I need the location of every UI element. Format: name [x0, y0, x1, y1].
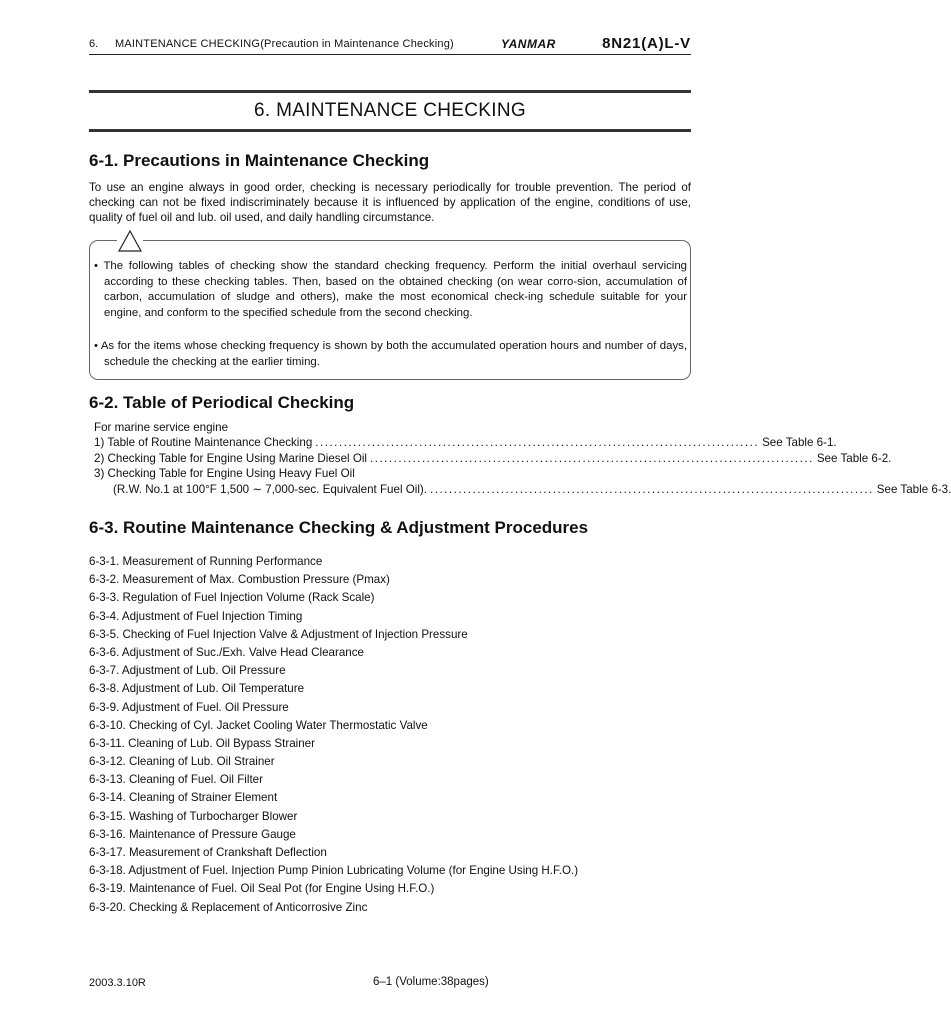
- list-item: 6-3-10. Checking of Cyl. Jacket Cooling Water Thermostatic Valve: [89, 718, 428, 732]
- table-reference-text: 2) Checking Table for Engine Using Marine Diesel Oil: [94, 452, 368, 465]
- section-6-3-heading: 6-3. Routine Maintenance Checking & Adjustment Procedures: [89, 518, 589, 537]
- leader-dots: ..............................................................................................: [315, 436, 760, 449]
- procedure-list: [89, 553, 578, 917]
- table-reference-text: 1) Table of Routine Maintenance Checking: [94, 436, 313, 449]
- running-header: [89, 36, 691, 55]
- list-item: 6-3-16. Maintenance of Pressure Gauge: [89, 827, 296, 841]
- list-item: 6-3-7. Adjustment of Lub. Oil Pressure: [89, 664, 286, 678]
- header-section-name: MAINTENANCE CHECKING: [115, 38, 261, 50]
- list-item: 6-3-17. Measurement of Crankshaft Deflection: [89, 846, 327, 859]
- chapter-title-bar: [89, 90, 691, 132]
- list-item: 6-3-1. Measurement of Running Performance: [89, 555, 323, 568]
- list-item: 6-3-2. Measurement of Max. Combustion Pressure (Pmax): [89, 573, 390, 587]
- list-item: 6-3-14. Cleaning of Strainer Element: [89, 791, 278, 805]
- table-reference-line: [113, 482, 951, 497]
- section-6-1-intro: To use an engine always in good order, checking is necessary periodically for trouble prevention. The period of checking can not be fixed indiscriminately because it is influenced by application of the engine, conditions of use, quality of fuel oil and lub. oil used, and daily handling circumstance.: [89, 181, 691, 224]
- table-reference-link: See Table 6-3.: [876, 483, 951, 496]
- table-reference-link: See Table 6-2.: [816, 452, 892, 465]
- table-reference-line: [94, 435, 837, 450]
- list-item: 6-3-9. Adjustment of Fuel. Oil Pressure: [89, 700, 289, 714]
- header-chapter-number: 6.: [89, 38, 99, 50]
- caution-item: • The following tables of checking show the standard checking frequency. Perform the initial overhaul servicing according to these checking tables. Then, based on the obtained checking (on wear corro-sion, accumulation of carbon, accumulation of sludge and others), make the most economical check-ing schedule suitable for your engine, and conform to the specified schedule from the second checking.: [94, 260, 687, 319]
- section-6-2-subheading: For marine service engine: [94, 421, 229, 434]
- footer-date: 2003.3.10R: [89, 977, 146, 989]
- table-reference-text: (R.W. No.1 at 100°F 1,500 ∼ 7,000-sec. Equivalent Fuel Oil).: [113, 483, 427, 496]
- chapter-title: 6. MAINTENANCE CHECKING: [254, 100, 526, 121]
- brand-logo: YANMAR: [501, 37, 556, 51]
- table-reference-text: 3) Checking Table for Engine Using Heavy Fuel Oil: [94, 467, 355, 480]
- list-item: 6-3-6. Adjustment of Suc./Exh. Valve Head Clearance: [89, 645, 364, 659]
- list-item: 6-3-11. Cleaning of Lub. Oil Bypass Strainer: [89, 736, 315, 750]
- list-item: 6-3-19. Maintenance of Fuel. Oil Seal Pot (for Engine Using H.F.O.): [89, 882, 435, 896]
- header-section-subtitle: (Precaution in Maintenance Checking): [260, 38, 454, 50]
- list-item: 6-3-8. Adjustment of Lub. Oil Temperature: [89, 682, 305, 696]
- list-item: 6-3-5. Checking of Fuel Injection Valve & Adjustment of Injection Pressure: [89, 627, 468, 641]
- table-reference-link: See Table 6-1.: [762, 436, 837, 449]
- list-item: 6-3-3. Regulation of Fuel Injection Volume (Rack Scale): [89, 591, 375, 605]
- footer-page-number: 6–1 (Volume:38pages): [373, 976, 489, 988]
- header-section-title: [115, 38, 454, 50]
- list-item: 6-3-12. Cleaning of Lub. Oil Strainer: [89, 755, 275, 769]
- model-name: 8N21(A)L-V: [602, 35, 691, 52]
- leader-dots: ..............................................................................................: [430, 483, 874, 496]
- section-6-1-heading: 6-1. Precautions in Maintenance Checking: [89, 151, 430, 170]
- leader-dots: ..............................................................................................: [370, 452, 814, 465]
- table-reference-line: [94, 451, 892, 466]
- list-item: 6-3-20. Checking & Replacement of Anticorrosive Zinc: [89, 900, 368, 914]
- warning-triangle-icon: [117, 229, 143, 253]
- list-item: 6-3-15. Washing of Turbocharger Blower: [89, 809, 298, 823]
- caution-item: • As for the items whose checking frequency is shown by both the accumulated operation hours and number of days, schedule the checking at the earlier timing.: [94, 340, 687, 368]
- list-item: 6-3-4. Adjustment of Fuel Injection Timing: [89, 609, 303, 623]
- list-item: 6-3-13. Cleaning of Fuel. Oil Filter: [89, 773, 263, 787]
- list-item: 6-3-18. Adjustment of Fuel. Injection Pump Pinion Lubricating Volume (for Engine Using H.F.O.): [89, 864, 579, 878]
- section-6-2-heading: 6-2. Table of Periodical Checking: [89, 393, 355, 412]
